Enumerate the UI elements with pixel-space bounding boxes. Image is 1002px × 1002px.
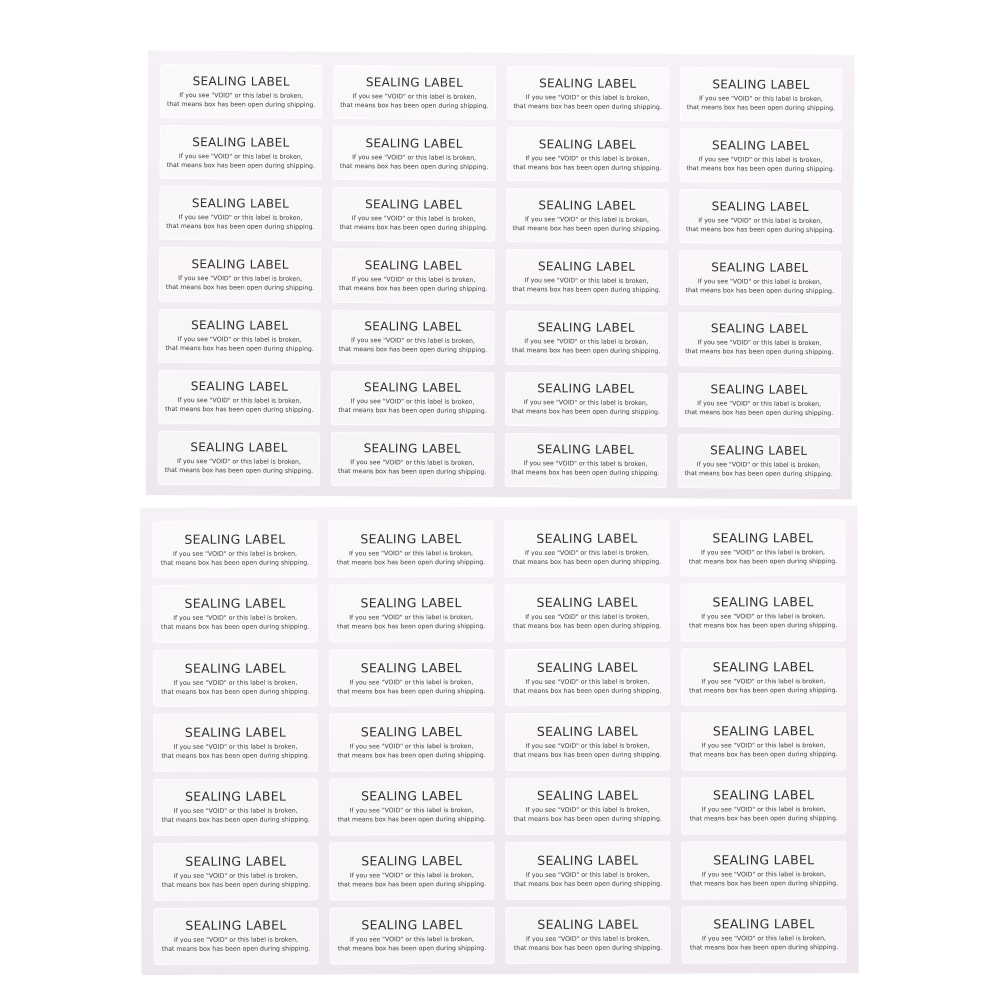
- label-text-line-2: that means box has been open during shipping.: [689, 751, 838, 759]
- label-text-line-1: If you see "VOID" or this label is broken,: [701, 870, 826, 879]
- label-text-line-2: that means box has been open during shipping.: [688, 557, 838, 566]
- label-title: SEALING LABEL: [713, 852, 815, 868]
- sealing-label: [153, 778, 318, 836]
- sealing-label: [677, 434, 840, 489]
- label-text-line-2: that means box has been open during shipping.: [337, 752, 486, 760]
- sealing-label: [505, 906, 670, 964]
- sealing-label: [506, 66, 669, 121]
- label-text-line-1: If you see "VOID" or this label is broken,: [179, 91, 304, 100]
- label-text-line-1: If you see "VOID" or this label is broken,: [524, 215, 649, 224]
- label-text-line-1: If you see "VOID" or this label is broken,: [526, 935, 650, 944]
- label-text-line-2: that means box has been open during shipping.: [166, 100, 316, 109]
- label-text-line-1: If you see "VOID" or this label is broken,: [176, 458, 301, 467]
- label-text-line-2: that means box has been open during shipping.: [513, 880, 663, 888]
- sealing-label: [679, 189, 842, 244]
- label-text-line-1: If you see "VOID" or this label is broken,: [525, 549, 649, 557]
- label-title: SEALING LABEL: [363, 380, 462, 396]
- label-title: SEALING LABEL: [184, 724, 287, 740]
- label-text-line-2: that means box has been open during shipping.: [512, 224, 662, 233]
- sealing-label: [681, 841, 846, 899]
- label-text-line-1: If you see "VOID" or this label is broken,: [173, 550, 297, 558]
- sealing-label: [505, 842, 670, 900]
- label-text-line-2: that means box has been open during shipping.: [337, 687, 486, 695]
- sealing-label: [679, 251, 842, 306]
- label-text-line-1: If you see "VOID" or this label is broken,: [701, 613, 826, 621]
- label-title: SEALING LABEL: [710, 382, 808, 398]
- sealing-label: [678, 312, 841, 367]
- label-text-line-2: that means box has been open during shipping.: [164, 467, 314, 476]
- label-title: SEALING LABEL: [190, 379, 289, 394]
- label-text-line-1: If you see "VOID" or this label is broken,: [173, 743, 298, 751]
- label-text-line-2: that means box has been open during shipping.: [513, 751, 662, 759]
- label-text-line-1: If you see "VOID" or this label is broken,: [350, 337, 475, 345]
- label-title: SEALING LABEL: [184, 595, 286, 611]
- label-text-line-2: that means box has been open during shipping.: [339, 162, 489, 171]
- label-title: SEALING LABEL: [360, 724, 463, 740]
- sealing-label: [681, 712, 846, 770]
- label-text-line-2: that means box has been open during shipping.: [512, 558, 662, 566]
- label-text-line-1: If you see "VOID" or this label is broken,: [349, 678, 474, 686]
- label-title: SEALING LABEL: [536, 530, 638, 546]
- sealing-label: [681, 777, 846, 835]
- label-title: SEALING LABEL: [364, 258, 463, 273]
- label-title: SEALING LABEL: [536, 442, 635, 458]
- label-text-line-1: If you see "VOID" or this label is broken,: [701, 677, 826, 686]
- label-title: SEALING LABEL: [536, 594, 638, 611]
- sealing-label: [332, 248, 495, 303]
- label-text-line-2: that means box has been open during shipping.: [513, 102, 662, 111]
- label-title: SEALING LABEL: [538, 198, 636, 213]
- label-title: SEALING LABEL: [537, 788, 639, 804]
- label-text-line-2: that means box has been open during shipping.: [339, 285, 488, 293]
- label-title: SEALING LABEL: [537, 916, 639, 933]
- label-text-line-1: If you see "VOID" or this label is broken,: [174, 936, 299, 945]
- sealing-label: [505, 648, 670, 706]
- label-title: SEALING LABEL: [185, 788, 287, 805]
- label-text-line-1: If you see "VOID" or this label is broken,: [177, 397, 302, 406]
- sealing-label: [153, 585, 318, 643]
- label-text-line-1: If you see "VOID" or this label is broken,: [349, 871, 474, 880]
- label-text-line-2: that means box has been open during shipping.: [165, 345, 314, 353]
- label-title: SEALING LABEL: [363, 441, 461, 457]
- label-title: SEALING LABEL: [365, 197, 463, 212]
- label-title: SEALING LABEL: [185, 853, 287, 869]
- sealing-label: [505, 249, 668, 304]
- label-text-line-1: If you see "VOID" or this label is broken,: [523, 399, 648, 408]
- label-text-line-1: If you see "VOID" or this label is broken,: [525, 807, 650, 815]
- label-text-line-1: If you see "VOID" or this label is broken,: [350, 936, 474, 944]
- label-text-line-2: that means box has been open during shipping.: [684, 470, 833, 479]
- sealing-label: [333, 126, 496, 181]
- label-text-line-2: that means box has been open during shipping.: [161, 688, 310, 696]
- label-title: SEALING LABEL: [711, 199, 809, 214]
- label-grid: [140, 506, 858, 975]
- label-text-line-1: If you see "VOID" or this label is broken,: [697, 278, 822, 286]
- sealing-label: [158, 370, 321, 425]
- label-text-line-1: If you see "VOID" or this label is broken,: [173, 807, 298, 816]
- label-text-line-1: If you see "VOID" or this label is broken,: [525, 93, 650, 102]
- sealing-label: [681, 648, 846, 706]
- label-text-line-1: If you see "VOID" or this label is broken,: [351, 214, 476, 223]
- sealing-label: [158, 308, 321, 363]
- sealing-label: [681, 584, 846, 642]
- label-text-line-1: If you see "VOID" or this label is broken,: [349, 743, 474, 751]
- sealing-label: [329, 907, 494, 965]
- sealing-label: [506, 127, 669, 182]
- sealing-label: [160, 125, 323, 180]
- label-text-line-2: that means box has been open during shipping.: [685, 287, 834, 296]
- label-title: SEALING LABEL: [537, 320, 635, 335]
- label-title: SEALING LABEL: [360, 659, 462, 675]
- label-text-line-2: that means box has been open during shipping.: [689, 815, 838, 823]
- label-title: SEALING LABEL: [361, 788, 463, 804]
- label-text-line-2: that means box has been open during shipping.: [160, 559, 310, 567]
- label-text-line-2: that means box has been open during shipping.: [689, 622, 838, 630]
- label-text-line-1: If you see "VOID" or this label is broken,: [701, 548, 825, 557]
- label-title: SEALING LABEL: [360, 595, 462, 611]
- label-text-line-1: If you see "VOID" or this label is broken,: [702, 935, 826, 943]
- label-title: SEALING LABEL: [191, 318, 289, 333]
- label-text-line-1: If you see "VOID" or this label is broken,: [525, 678, 650, 686]
- label-title: SEALING LABEL: [712, 594, 814, 610]
- label-title: SEALING LABEL: [364, 319, 462, 334]
- sealing-label: [679, 128, 842, 183]
- label-text-line-1: If you see "VOID" or this label is broken,: [696, 461, 821, 470]
- label-text-line-2: that means box has been open during shipping.: [686, 103, 836, 112]
- label-title: SEALING LABEL: [365, 74, 464, 90]
- label-title: SEALING LABEL: [191, 195, 290, 211]
- label-text-line-2: that means box has been open during shipping.: [337, 623, 486, 631]
- label-text-line-1: If you see "VOID" or this label is broken,: [698, 217, 823, 225]
- label-text-line-2: that means box has been open during shipping.: [337, 816, 486, 824]
- label-grid: [146, 51, 855, 499]
- label-title: SEALING LABEL: [185, 917, 287, 934]
- label-text-line-1: If you see "VOID" or this label is broken,: [173, 679, 298, 687]
- label-title: SEALING LABEL: [536, 659, 638, 675]
- sealing-label: [332, 310, 495, 365]
- sealing-label: [153, 907, 318, 965]
- sealing-label: [160, 64, 323, 119]
- label-text-line-1: If you see "VOID" or this label is broken,: [701, 806, 826, 814]
- label-text-line-1: If you see "VOID" or this label is broken,: [177, 336, 302, 344]
- label-text-line-1: If you see "VOID" or this label is broken,: [524, 277, 649, 285]
- label-text-line-1: If you see "VOID" or this label is broken,: [698, 94, 823, 103]
- sealing-label: [332, 187, 495, 242]
- sealing-label: [680, 519, 845, 577]
- label-title: SEALING LABEL: [711, 260, 809, 275]
- label-text-line-2: that means box has been open during shipping.: [166, 222, 315, 231]
- sticker-sheet-bottom: [140, 506, 858, 975]
- label-title: SEALING LABEL: [712, 723, 815, 739]
- label-title: SEALING LABEL: [710, 443, 808, 459]
- label-text-line-2: that means box has been open during shipping.: [689, 879, 839, 888]
- label-title: SEALING LABEL: [365, 135, 463, 151]
- sealing-label: [153, 649, 318, 707]
- sealing-label: [504, 433, 667, 488]
- label-text-line-2: that means box has been open during shipping.: [338, 346, 488, 355]
- label-text-line-1: If you see "VOID" or this label is broken,: [525, 871, 650, 879]
- sealing-label: [678, 373, 841, 428]
- label-text-line-1: If you see "VOID" or this label is broken,: [697, 339, 822, 348]
- label-title: SEALING LABEL: [539, 75, 637, 91]
- label-title: SEALING LABEL: [192, 134, 290, 150]
- label-title: SEALING LABEL: [712, 76, 810, 92]
- label-title: SEALING LABEL: [713, 916, 815, 932]
- label-title: SEALING LABEL: [711, 137, 810, 153]
- label-text-line-1: If you see "VOID" or this label is broken,: [525, 613, 650, 622]
- label-title: SEALING LABEL: [712, 658, 814, 675]
- label-text-line-1: If you see "VOID" or this label is broken,: [173, 614, 298, 622]
- label-text-line-2: that means box has been open during shipping.: [166, 161, 315, 170]
- label-text-line-1: If you see "VOID" or this label is broken,: [525, 742, 650, 750]
- label-text-line-2: that means box has been open during shipping.: [513, 687, 662, 695]
- label-text-line-2: that means box has been open during shipping.: [339, 223, 488, 232]
- label-text-line-1: If you see "VOID" or this label is broken,: [525, 154, 650, 163]
- label-title: SEALING LABEL: [710, 321, 809, 337]
- label-text-line-2: that means box has been open during shipping.: [161, 816, 310, 825]
- label-text-line-2: that means box has been open during shipping.: [338, 407, 487, 416]
- sealing-label: [159, 186, 322, 241]
- label-title: SEALING LABEL: [361, 852, 463, 869]
- label-text-line-1: If you see "VOID" or this label is broken,: [178, 275, 303, 283]
- sealing-label: [681, 906, 846, 964]
- label-text-line-2: that means box has been open during shipping.: [512, 286, 661, 294]
- label-text-line-1: If you see "VOID" or this label is broken,: [178, 152, 303, 161]
- label-title: SEALING LABEL: [537, 381, 635, 397]
- label-text-line-2: that means box has been open during shipping.: [684, 409, 834, 418]
- label-text-line-1: If you see "VOID" or this label is broken,: [349, 807, 474, 815]
- sealing-label: [153, 714, 318, 772]
- sealing-label: [333, 65, 496, 120]
- label-text-line-2: that means box has been open during shipping.: [165, 406, 314, 415]
- label-text-line-2: that means box has been open during shipping.: [511, 347, 661, 356]
- sealing-label: [505, 372, 668, 427]
- sealing-label: [158, 431, 321, 486]
- label-text-line-1: If you see "VOID" or this label is broken,: [697, 400, 822, 409]
- label-text-line-2: that means box has been open during shipping.: [337, 945, 487, 953]
- label-text-line-2: that means box has been open during shipping.: [511, 408, 660, 417]
- sealing-label: [328, 520, 493, 578]
- label-text-line-1: If you see "VOID" or this label is broken,: [523, 460, 648, 469]
- sealing-label: [329, 649, 494, 707]
- label-title: SEALING LABEL: [184, 531, 286, 547]
- label-text-line-1: If you see "VOID" or this label is broken,: [352, 92, 477, 101]
- label-text-line-2: that means box has been open during shipping.: [689, 686, 838, 695]
- sealing-label: [505, 777, 670, 835]
- sealing-label: [680, 67, 843, 122]
- label-text-line-2: that means box has been open during shipping.: [685, 348, 834, 357]
- sealing-label: [329, 713, 494, 771]
- sealing-label: [331, 432, 494, 487]
- label-text-line-2: that means box has been open during shipping.: [337, 880, 487, 889]
- label-title: SEALING LABEL: [538, 136, 637, 152]
- label-text-line-2: that means box has been open during shipping.: [513, 163, 662, 172]
- label-text-line-2: that means box has been open during shipping.: [161, 881, 311, 889]
- label-text-line-2: that means box has been open during shipping.: [513, 622, 662, 631]
- label-title: SEALING LABEL: [712, 529, 814, 546]
- sealing-label: [152, 520, 317, 578]
- label-text-line-1: If you see "VOID" or this label is broken,: [352, 153, 477, 162]
- label-text-line-1: If you see "VOID" or this label is broken,: [351, 276, 476, 284]
- label-title: SEALING LABEL: [536, 723, 639, 739]
- sticker-sheet-top: [146, 51, 855, 499]
- label-text-line-1: If you see "VOID" or this label is broken,: [349, 614, 474, 622]
- label-text-line-2: that means box has been open during shipping.: [337, 468, 487, 477]
- label-title: SEALING LABEL: [713, 787, 815, 803]
- label-text-line-1: If you see "VOID" or this label is broken,: [701, 742, 826, 750]
- label-text-line-2: that means box has been open during shipping.: [513, 815, 662, 824]
- sealing-label: [505, 584, 670, 642]
- label-text-line-1: If you see "VOID" or this label is broken,: [698, 155, 823, 164]
- label-text-line-2: that means box has been open during shipping.: [511, 469, 660, 478]
- label-text-line-1: If you see "VOID" or this label is broken,: [524, 338, 649, 347]
- sealing-label: [329, 842, 494, 900]
- label-text-line-1: If you see "VOID" or this label is broken,: [350, 398, 475, 407]
- label-text-line-2: that means box has been open during shipping.: [161, 945, 311, 954]
- label-text-line-2: that means box has been open during shipping.: [161, 752, 310, 760]
- label-text-line-2: that means box has been open during shipping.: [686, 164, 835, 173]
- label-text-line-2: that means box has been open during shipping.: [689, 944, 839, 952]
- label-text-line-2: that means box has been open during shipping.: [161, 623, 310, 632]
- label-title: SEALING LABEL: [537, 259, 636, 274]
- label-title: SEALING LABEL: [190, 440, 288, 456]
- label-title: SEALING LABEL: [191, 257, 289, 272]
- label-text-line-1: If you see "VOID" or this label is broken,: [178, 213, 303, 222]
- sealing-label: [331, 371, 494, 426]
- sealing-label: [506, 188, 669, 243]
- label-text-line-1: If you see "VOID" or this label is broken,: [173, 872, 298, 880]
- label-text-line-2: that means box has been open during shipping.: [340, 101, 489, 110]
- label-title: SEALING LABEL: [192, 73, 290, 89]
- sealing-label: [505, 311, 668, 366]
- label-title: SEALING LABEL: [537, 852, 639, 868]
- label-text-line-1: If you see "VOID" or this label is broken,: [350, 459, 475, 468]
- sealing-label: [329, 584, 494, 642]
- sealing-label: [505, 713, 670, 771]
- label-title: SEALING LABEL: [184, 660, 286, 676]
- sealing-label: [153, 843, 318, 901]
- sealing-label: [159, 247, 322, 302]
- label-title: SEALING LABEL: [360, 530, 462, 547]
- label-text-line-2: that means box has been open during shipping.: [685, 225, 835, 234]
- sealing-label: [504, 520, 669, 578]
- label-text-line-2: that means box has been open during shipping.: [513, 944, 663, 953]
- label-title: SEALING LABEL: [361, 917, 463, 933]
- label-text-line-1: If you see "VOID" or this label is broken,: [349, 549, 473, 558]
- label-text-line-2: that means box has been open during shipping.: [165, 283, 315, 292]
- sealing-label: [329, 778, 494, 836]
- label-text-line-2: that means box has been open during shipping.: [336, 558, 486, 567]
